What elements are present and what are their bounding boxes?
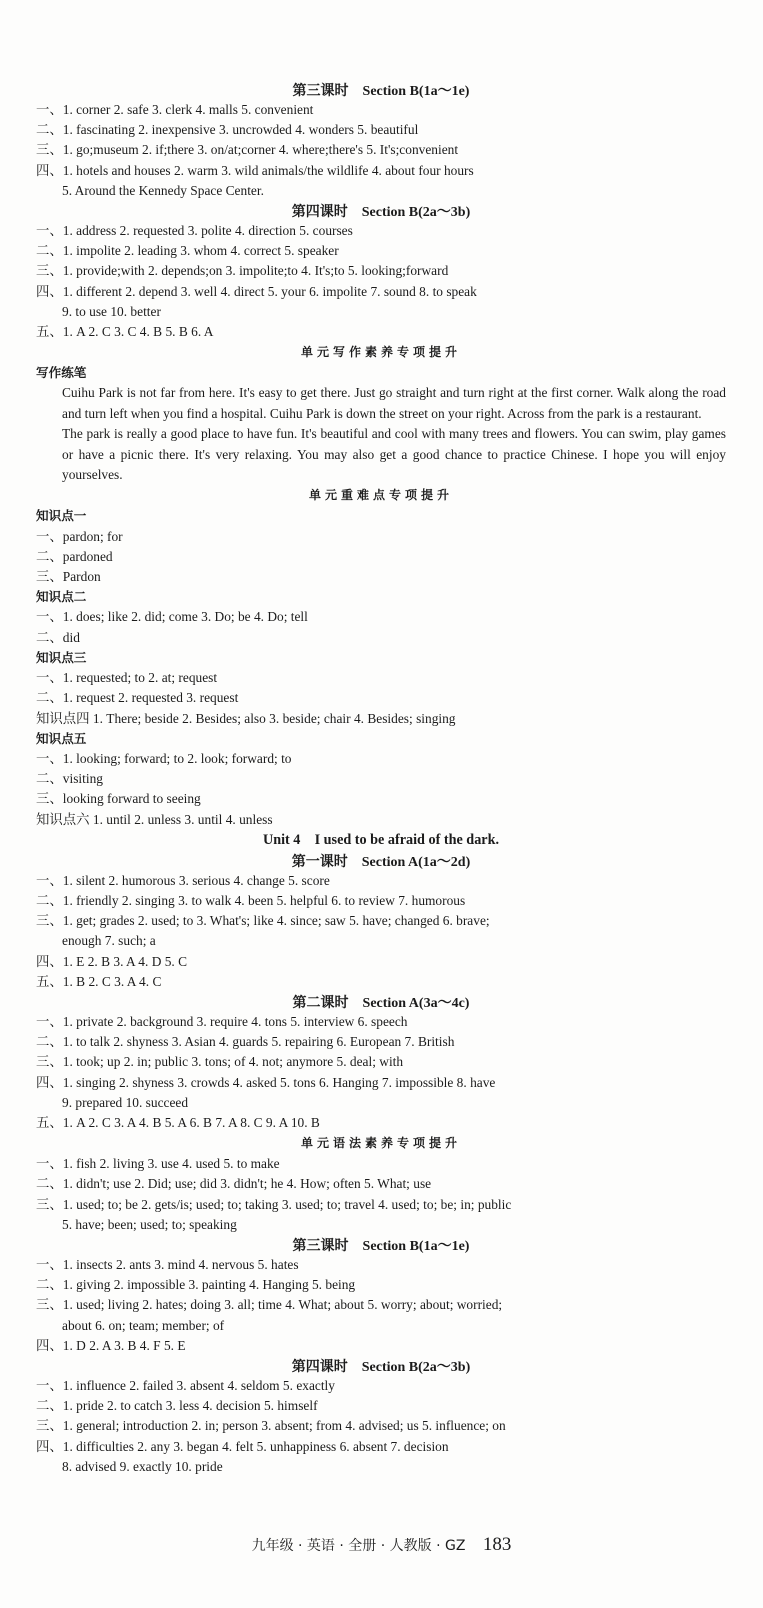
answer-line: 一、1. corner 2. safe 3. clerk 4. malls 5. convenient [36, 102, 314, 117]
answer-line: 一、1. looking; forward; to 2. look; forward; to [36, 750, 292, 766]
answer-line: 五、1. A 2. C 3. C 4. B 5. B 6. A [36, 324, 214, 340]
answer-line: about 6. on; team; member; of [62, 1317, 225, 1333]
knowledge-point-heading: 知识点三 [36, 649, 87, 665]
answer-line: 知识点四 1. There; beside 2. Besides; also 3. beside; chair 4. Besides; singing [36, 710, 456, 726]
section-heading: 第二课时 Section A(3a～4c) [292, 995, 470, 1011]
answer-line: 8. advised 9. exactly 10. pride [62, 1458, 223, 1474]
section-heading: 第四课时 Section B(2a～3b) [291, 205, 471, 221]
answer-line: 三、1. took; up 2. in; public 3. tons; of 4. not; anymore 5. deal; with [36, 1054, 404, 1070]
answer-line: 四、1. singing 2. shyness 3. crowds 4. asked 5. tons 6. Hanging 7. impossible 8. have [36, 1074, 496, 1090]
answer-line: 5. have; been; used; to; speaking [62, 1216, 237, 1232]
answer-line: enough 7. such; a [62, 933, 156, 949]
answer-line: 三、Pardon [36, 569, 101, 585]
answer-line: 四、1. E 2. B 3. A 4. D 5. C [36, 953, 188, 969]
section-heading: 第三课时 Section B(1a～1e) [292, 84, 470, 99]
section-heading: 第三课时 Section B(1a～1e) [292, 1238, 470, 1254]
answer-line: 二、visiting [36, 771, 103, 787]
answer-line: 四、1. difficulties 2. any 3. began 4. felt 5. unhappiness 6. absent 7. decision [36, 1438, 449, 1454]
answer-line: 五、1. A 2. C 3. A 4. B 5. A 6. B 7. A 8. C 9. A 10. B [36, 1114, 320, 1130]
knowledge-point-heading: 知识点一 [36, 508, 87, 524]
answer-line: 三、1. general; introduction 2. in; person 3. absent; from 4. advised; us 5. influence; on [36, 1418, 506, 1434]
answer-line: 二、pardoned [36, 548, 113, 564]
knowledge-point-heading: 知识点二 [36, 589, 87, 605]
special-section-banner: 单元重难点专项提升 [308, 488, 453, 503]
writing-paragraph: Cuihu Park is not far from here. It's easy to get there. Just go straight and turn right at the first corner. Walk along the road and turn left when you find a hospital. Cuihu Park is down the street on your right. Across from the park is a restaurant. [62, 385, 726, 421]
answer-line: 一、1. influence 2. failed 3. absent 4. seldom 5. exactly [36, 1377, 335, 1393]
answer-line: 5. Around the Kennedy Space Center. [62, 182, 264, 198]
answer-line: 二、1. to talk 2. shyness 3. Asian 4. guards 5. repairing 6. European 7. British [36, 1034, 455, 1050]
answer-line: 一、1. fish 2. living 3. use 4. used 5. to make [36, 1156, 280, 1172]
answer-line: 二、did [36, 629, 80, 645]
answer-line: 一、1. address 2. requested 3. polite 4. direction 5. courses [36, 223, 353, 239]
answer-line: 四、1. hotels and houses 2. warm 3. wild animals/the wildlife 4. about four hours [36, 162, 474, 178]
section-heading: 第一课时 Section A(1a～2d) [291, 854, 471, 870]
answer-key-content [36, 80, 726, 1477]
unit-title: Unit 4 I used to be afraid of the dark. [262, 831, 500, 848]
answer-line: 二、1. pride 2. to catch 3. less 4. decision 5. himself [36, 1398, 318, 1414]
knowledge-point-heading: 知识点五 [36, 730, 87, 746]
answer-line: 一、pardon; for [36, 528, 123, 544]
answer-line: 一、1. does; like 2. did; come 3. Do; be 4. Do; tell [36, 609, 308, 625]
answer-line: 三、1. go;museum 2. if;there 3. on/at;corner 4. where;there's 5. It's;convenient [36, 142, 459, 158]
knowledge-point-heading: 写作练笔 [36, 365, 87, 381]
answer-line: 二、1. didn't; use 2. Did; use; did 3. didn't; he 4. How; often 5. What; use [36, 1176, 432, 1192]
answer-line: 三、looking forward to seeing [36, 791, 201, 807]
answer-line: 二、1. fascinating 2. inexpensive 3. uncrowded 4. wonders 5. beautiful [36, 122, 419, 138]
answer-line: 一、1. private 2. background 3. require 4. tons 5. interview 6. speech [36, 1013, 408, 1029]
answer-line: 二、1. friendly 2. singing 3. to walk 4. been 5. helpful 6. to review 7. humorous [36, 892, 466, 908]
answer-line: 二、1. impolite 2. leading 3. whom 4. correct 5. speaker [36, 243, 339, 259]
answer-line: 一、1. requested; to 2. at; request [36, 670, 218, 686]
answer-line: 二、1. giving 2. impossible 3. painting 4. Hanging 5. being [36, 1277, 356, 1293]
answer-line: 一、1. silent 2. humorous 3. serious 4. change 5. score [36, 872, 330, 888]
answer-line: 五、1. B 2. C 3. A 4. C [36, 973, 162, 989]
answer-line: 三、1. get; grades 2. used; to 3. What's; like 4. since; saw 5. have; changed 6. brave; [36, 913, 490, 929]
page-number: 183 [482, 1534, 512, 1555]
answer-line: 三、1. used; to; be 2. gets/is; used; to; taking 3. used; to; travel 4. used; to; be; in; public [36, 1196, 512, 1212]
writing-paragraph: The park is really a good place to have fun. It's beautiful and cool with many trees and flowers. You can swim, play games or have a picnic there. It's very relaxing. You may also get a good chance to practice Chinese. I hope you will enjoy yourselves. [62, 426, 726, 483]
answer-line: 二、1. request 2. requested 3. request [36, 690, 239, 706]
section-heading: 第四课时 Section B(2a～3b) [291, 1359, 471, 1375]
special-section-banner: 单元写作素养专项提升 [300, 345, 461, 360]
answer-line: 一、1. insects 2. ants 3. mind 4. nervous 5. hates [36, 1256, 299, 1272]
answer-line: 9. to use 10. better [62, 303, 161, 319]
answer-line: 四、1. different 2. depend 3. well 4. direct 5. your 6. impolite 7. sound 8. to speak [36, 283, 477, 299]
special-section-banner: 单元语法素养专项提升 [300, 1136, 461, 1151]
page-footer [0, 1534, 763, 1556]
answer-line: 四、1. D 2. A 3. B 4. F 5. E [36, 1337, 186, 1353]
answer-line: 9. prepared 10. succeed [62, 1094, 189, 1110]
answer-line: 知识点六 1. until 2. unless 3. until 4. unless [36, 811, 273, 827]
answer-line: 三、1. used; living 2. hates; doing 3. all; time 4. What; about 5. worry; about; worried; [36, 1297, 503, 1313]
footer-label: 九年级 · 英语 · 全册 · 人教版 · GZ [251, 1538, 466, 1554]
answer-line: 三、1. provide;with 2. depends;on 3. impolite;to 4. It's;to 5. looking;forward [36, 263, 449, 279]
